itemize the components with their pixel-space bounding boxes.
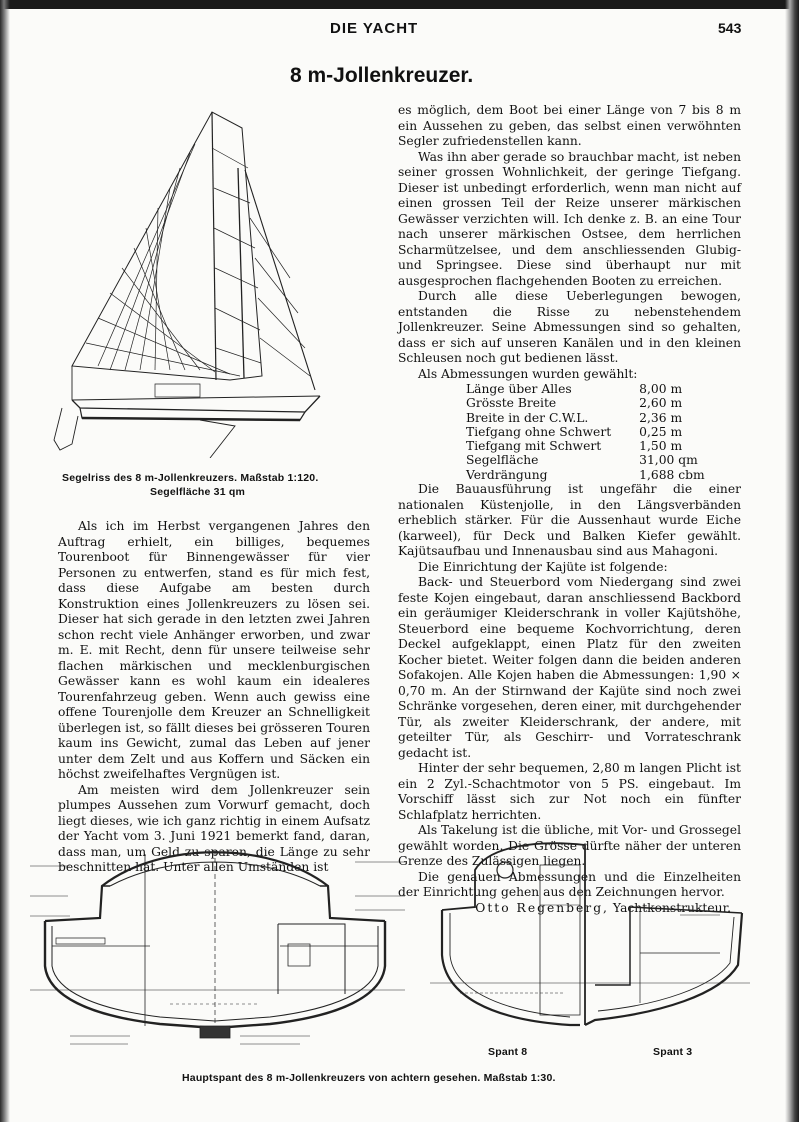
paragraph: Was ihn aber gerade so brauchbar macht, ist neben seiner grossen Wohnlichkeit, der geringe Tiefgang. Dieser ist unbedingt erforderlich, wenn man nicht auf einen grossen Teil der Reize unserer märkischen Gewässer verzichten will. Ich denke z. B. an eine Tour nach unserer märkischen Ostsee, dem herrlichen Scharmützelsee, und dem anschliessenden Glubig- und Springsee. Diese sind überhaupt nur mit ausgesprochen flachgehenden Booten zu erreichen.: [398, 149, 741, 288]
sail-area-caption: Segelfläche 31 qm: [150, 486, 246, 498]
table-row: [466, 382, 705, 396]
running-header: DIE YACHT: [330, 20, 419, 37]
scan-left-edge: [0, 0, 10, 1122]
spant-sections-drawing: [420, 835, 775, 1040]
left-text-column: [58, 519, 370, 876]
dimension-label: Tiefgang ohne Schwert: [466, 424, 612, 439]
paragraph: Die Einrichtung der Kajüte ist folgende:: [418, 559, 668, 574]
hauptspant-drawing: [10, 826, 420, 1066]
table-row: [466, 411, 705, 425]
table-row: [466, 425, 705, 439]
dimension-value: 0,25 m: [639, 424, 683, 439]
table-row: [466, 396, 705, 410]
right-text-column: [398, 103, 741, 916]
page-number: 543: [718, 20, 742, 36]
table-row: [466, 439, 705, 453]
scan-top-edge: [0, 0, 799, 9]
dimension-value: 1,50 m: [639, 439, 683, 454]
article-title: 8 m-Jollenkreuzer.: [290, 64, 474, 87]
dimension-label: Länge über Alles: [466, 382, 572, 396]
dimension-value: 8,00 m: [639, 382, 683, 396]
dimensions-table: [466, 382, 705, 482]
table-row: [466, 468, 705, 482]
sail-plan-drawing: [50, 108, 340, 458]
paragraph: Hinter der sehr bequemen, 2,80 m langen Plicht ist ein 2 Zyl.-Schachtmotor von 5 PS. eingebaut. Im Vorschiff lässt sich zur Not noch ein fünfter Schlafplatz herrichten.: [398, 761, 741, 822]
paragraph: Die genauen Abmessungen und die Einzelheiten der Einrichtung gehen aus den Zeichnungen hervor.: [398, 869, 741, 900]
paragraph: es möglich, dem Boot bei einer Länge von 7 bis 8 m ein Aussehen zu geben, das selbst einen verwöhnten Segler zufriedenstellen kann.: [398, 103, 741, 148]
paragraph: Die Bauausführung ist ungefähr die einer nationalen Küstenjolle, in den Längsverbänden erheblich stärker. Für die Aussenhaut wurde Eiche (karweel), für Deck und Balken Kiefer gewählt. Kajütsaufbau und Innenausbau sind aus Mahagoni.: [398, 482, 741, 559]
dimension-label: Breite in der C.W.L.: [466, 410, 589, 425]
dimension-label: Verdrängung: [466, 467, 548, 482]
paragraph: Als Takelung ist die übliche, mit Vor- und Grossegel gewählt worden. Die Grösse dürfte näher der unteren Grenze des Zulässigen liegen.: [398, 823, 741, 869]
sail-plan-caption: Segelriss des 8 m-Jollenkreuzers. Maßstab 1:120.: [62, 472, 319, 484]
dimension-label: Segelfläche: [466, 453, 539, 468]
author-role: Yachtkonstrukteur.: [612, 900, 731, 915]
dimension-value: 31,00 qm: [639, 453, 698, 468]
paragraph: Durch alle diese Ueberlegungen bewogen, entstanden die Risse zu nebenstehendem Jollenkreuzer. Seine Abmessungen sind so gehalten, dass er sich auf unseren Kanälen und in den kleinen Schleusen noch gut bedienen lässt.: [398, 289, 741, 365]
dimension-value: 2,60 m: [639, 396, 683, 411]
dimension-value: 2,36 m: [639, 410, 683, 425]
dimension-label: Tiefgang mit Schwert: [466, 439, 602, 454]
scan-right-edge: [785, 0, 799, 1122]
author-name: Otto Regenberg,: [475, 900, 609, 915]
dimension-label: Grösste Breite: [466, 396, 557, 411]
paragraph: Als ich im Herbst vergangenen Jahres den Auftrag erhielt, ein billiges, bequemes Tourenboot für Binnengewässer für vier Personen zu entwerfen, stand es für mich fest, dass diese Aufgabe am besten durch Konstruktion eines Jollenkreuzers zu lösen sei. Dieser hat sich gerade in den letzten zwei Jahren schon recht viele Anhänger erworben, und zwar m. E. mit Recht, denn für unsere teilweise sehr flachen märkischen und mecklenburgischen Gewässer kann es wohl kaum ein idealeres Tourenfahrzeug geben. Wenn auch gewiss eine offene Tourenjolle dem Kreuzer an Schnelligkeit überlegen ist, so fällt dieses bei grösseren Touren kaum ins Gewicht, zumal das Leben auf jener unter dem Zelt und aus Koffern und Säcken ein höchst zweifelhaftes Vergnügen ist.: [58, 519, 370, 781]
paragraph: Back- und Steuerbord vom Niedergang sind zwei feste Kojen eingebaut, daran anschliessend Backbord ein geräumiger Kleiderschrank in voller Kajütshöhe, Steuerbord eine bequeme Kochvorrichtung, deren Deckel aufgeklappt, einen Platz für den zweiten Kocher bietet. Weiter folgen dann die beiden anderen Sofakojen. Alle Kojen haben die Abmessungen: 1,90 × 0,70 m. An der Stirnwand der Kajüte sind noch zwei Schränke vorgesehen, deren einer, mit durchgehender Tür, als zweiter Kleiderschrank, der andere, mit geteilter Tür, als Geschirr- und Vorrateschrank gedacht ist.: [398, 575, 741, 760]
spant-3-label: Spant 3: [653, 1046, 693, 1058]
paragraph: Als Abmessungen wurden gewählt:: [418, 366, 638, 381]
dimension-value: 1,688 cbm: [639, 467, 705, 482]
paragraph: Am meisten wird dem Jollenkreuzer sein plumpes Aussehen zum Vorwurf gemacht, doch liegt dieses, wie ich ganz richtig in einem Aufsatz der Yacht vom 3. Juni 1921 bemerkt fand, daran, dass man, um Geld zu sparen, die Länge zu sehr beschnitten hat. Unter allen Umständen ist: [58, 782, 370, 874]
hauptspant-caption: Hauptspant des 8 m-Jollenkreuzers von achtern gesehen. Maßstab 1:30.: [182, 1072, 556, 1084]
spant-8-label: Spant 8: [488, 1046, 528, 1058]
table-row: [466, 453, 705, 467]
